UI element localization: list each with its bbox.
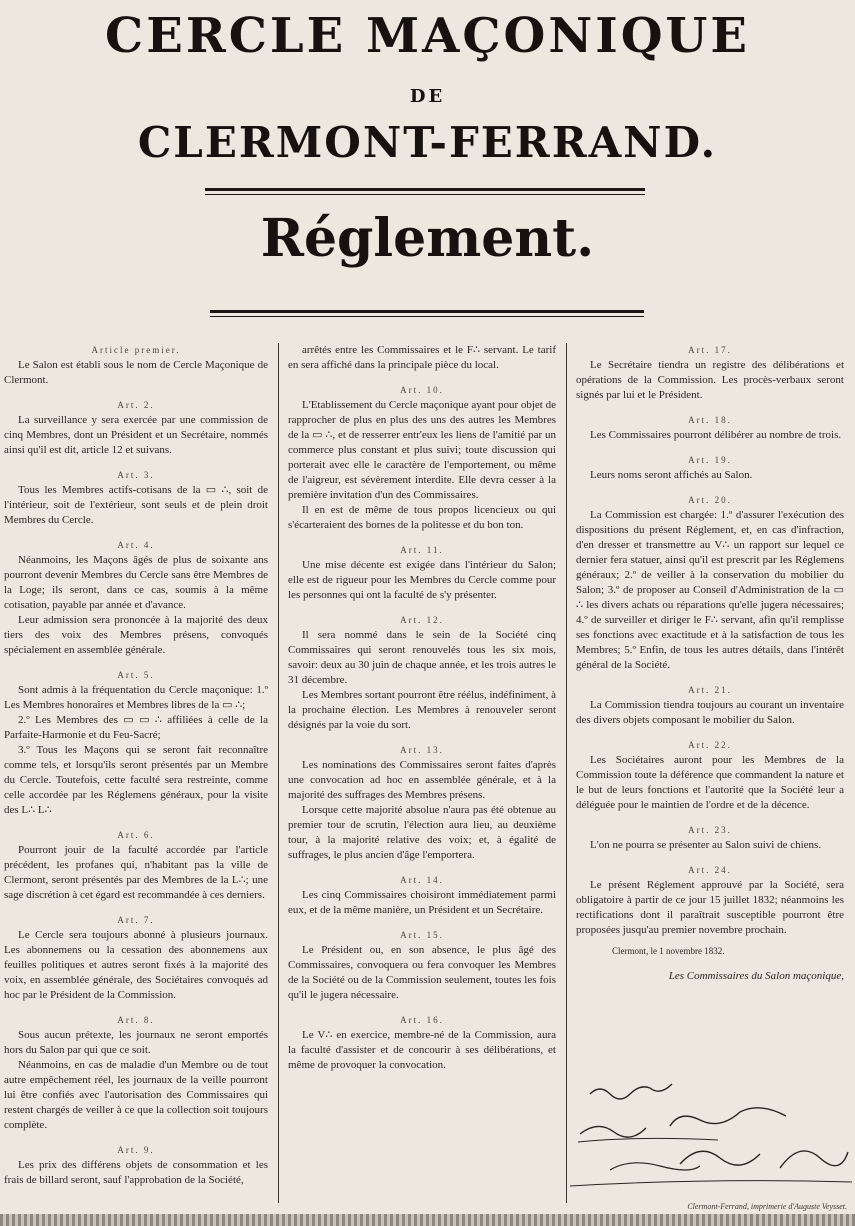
article-paragraph: Néanmoins, en cas de maladie d'un Membre ou de tout autre empêchement réel, les journaux de la veille pourront lui être confiés avec l'autorisation des Commissaires qui restent chargés de veiller à ce que la collection soit toujours complète.	[4, 1059, 268, 1131]
article-paragraph: L'on ne pourra se présenter au Salon suivi de chiens.	[590, 839, 822, 851]
column-1	[4, 343, 268, 1188]
column-3	[576, 343, 844, 984]
spacer	[576, 853, 844, 863]
spacer	[4, 528, 268, 538]
spacer	[288, 533, 556, 543]
article-heading: Art. 5.	[117, 670, 155, 680]
article-paragraph: Le Secrétaire tiendra un registre des délibérations et opérations de la Commission. Les procès-verbaux seront signés par lui et le Président.	[576, 359, 844, 401]
header-rule-top	[205, 188, 645, 191]
article-paragraph: Le V∴ en exercice, membre-né de la Commission, aura la faculté d'assister et de concourir à ses délibérations, et même de provoquer la convocation.	[288, 1029, 556, 1071]
article-heading: Art. 13.	[400, 745, 444, 755]
spacer	[576, 728, 844, 738]
document-subtitle: Réglement.	[260, 208, 595, 269]
article-paragraph: Les cinq Commissaires choisiront immédiatement parmi eux, et de la même manière, un Président et un Secrétaire.	[288, 889, 556, 916]
article-paragraph: Les nominations des Commissaires seront faites d'après une convocation ad hoc en assemblée générale, et à la majorité des suffrages des Membres présens.	[288, 759, 556, 801]
article-paragraph: Il en est de même de tous propos licencieux ou qui s'écarteraient des bornes de la politesse et du bon ton.	[288, 504, 556, 531]
article-paragraph: 2.º Les Membres des ▭ ▭ ∴ affiliées à celle de la Parfaite-Harmonie et du Feu-Sacré;	[4, 714, 268, 741]
article-heading: Art. 7.	[117, 915, 155, 925]
article-paragraph: Le Salon est établi sous le nom de Cercle Maçonique de Clermont.	[4, 359, 268, 386]
header-rule-bottom	[210, 310, 644, 313]
article-heading: Art. 23.	[688, 825, 732, 835]
article-paragraph: Le Cercle sera toujours abonné à plusieurs journaux. Les abonnemens ou la cessation des abonnemens aux feuilles politiques et autres seront fixés à la majorité des voix, en assemblée générale, des Sociétaires convoqués ad hoc par le Président de la Commission.	[4, 929, 268, 1001]
article-heading: Art. 18.	[688, 415, 732, 425]
article-paragraph: La surveillance y sera exercée par une commission de cinq Membres, dont un Président et un Secrétaire, nommés ainsi qu'il est dit, article 12 et suivans.	[4, 414, 268, 456]
article-heading: Art. 22.	[688, 740, 732, 750]
spacer	[288, 373, 556, 383]
article-paragraph: Une mise décente est exigée dans l'intérieur du Salon; elle est de rigueur pour les Membres du Cercle comme pour les personnes qui ont la faculté de s'y présenter.	[288, 559, 556, 601]
article-heading: Art. 12.	[400, 615, 444, 625]
column-2	[288, 343, 556, 1073]
closing-date: Clermont, le 1 novembre 1832.	[612, 946, 725, 956]
spacer	[4, 458, 268, 468]
article-paragraph: Sont admis à la fréquentation du Cercle maçonique: 1.º Les Membres honoraires et Membres libres de la ▭ ∴;	[4, 684, 268, 711]
spacer	[576, 483, 844, 493]
article-paragraph: Les prix des différens objets de consommation et les frais de billard seront, sauf l'approbation de la Société,	[4, 1159, 268, 1186]
article-paragraph: 3.º Tous les Maçons qui se seront fait reconnaître comme tels, et lorsqu'ils seront présentés par un Membre du Cercle. Toutefois, cette faculté sera restreinte, comme celle accordée par les Réglemens généraux, pour la visite des L∴ L∴	[4, 744, 268, 816]
title-line-3: CLERMONT-FERRAND.	[137, 118, 718, 167]
article-paragraph: Sous aucun prétexte, les journaux ne seront emportés hors du Salon par qui que ce soit.	[4, 1029, 268, 1056]
article-paragraph: La Commission tiendra toujours au courant un inventaire des divers objets composant le mobilier du Salon.	[576, 699, 844, 726]
article-heading: Art. 15.	[400, 930, 444, 940]
article-heading: Art. 8.	[117, 1015, 155, 1025]
article-heading: Art. 9.	[117, 1145, 155, 1155]
header-rule-top-thin	[205, 194, 645, 195]
article-heading: Art. 21.	[688, 685, 732, 695]
article-paragraph: Les Membres sortant pourront être réélus, indéfiniment, à la prochaine élection. Les Membres à renouveler seront désignés par la voie du sort.	[288, 689, 556, 731]
spacer	[4, 1003, 268, 1013]
article-heading: Art. 3.	[117, 470, 155, 480]
article-heading: Art. 19.	[688, 455, 732, 465]
article-heading: Art. 2.	[117, 400, 155, 410]
header-rule-bottom-thin	[210, 316, 644, 317]
spacer	[4, 1133, 268, 1143]
article-heading: Art. 16.	[400, 1015, 444, 1025]
spacer	[288, 733, 556, 743]
article-paragraph: Le Président ou, en son absence, le plus âgé des Commissaires, convoquera ou fera convoquer les Membres de la Société ou de la Commission seulement, toutes les fois qu'il le jugera nécessaire.	[288, 944, 556, 1001]
spacer	[576, 813, 844, 823]
title-line-2: DE	[409, 86, 446, 107]
article-paragraph: Les Commissaires pourront délibérer au nombre de trois.	[590, 429, 842, 441]
article-heading: Art. 17.	[688, 345, 732, 355]
article-paragraph: La Commission est chargée: 1.º d'assurer l'exécution des dispositions du présent Réglement, et, en cas d'infraction, d'en dresser et transmettre au V∴ un rapport sur lequel ce dernier fera statuer, ainsi qu'il est prescrit par les Réglemens généraux; 2.º de veiller à la conservation du mobilier du Salon; 3.º de proposer au Conseil d'Administration de la ▭ ∴ les divers achats ou réparations qu'elle jugera nécessaires; 4.º de surveiller et diriger le F∴ servant, afin qu'il remplisse ses fonctions avec exactitude et à la satisfaction de tous les Membres; 5.º Enfin, de tous les autres détails, dans l'intérêt général de la Société.	[576, 509, 844, 671]
article-paragraph: Lorsque cette majorité absolue n'aura pas été obtenue au premier tour de scrutin, l'élection aura lieu, au deuxième tour, à la majorité relative des voix; et, à égalité de suffrages, le plus ancien d'âge l'emportera.	[288, 804, 556, 861]
article-heading: Art. 6.	[117, 830, 155, 840]
spacer	[288, 1003, 556, 1013]
article-paragraph: Leurs noms seront affichés au Salon.	[590, 469, 753, 481]
article-heading: Art. 24.	[688, 865, 732, 875]
column-divider-2	[566, 343, 567, 1203]
article-heading: Article premier.	[91, 345, 181, 355]
handwritten-signatures	[570, 1082, 852, 1192]
article-paragraph: L'Etablissement du Cercle maçonique ayant pour objet de rapprocher de plus en plus des uns des autres les Membres de la ▭ ∴, et de resserrer entr'eux les liens de l'amitié par un commerce plus constant et plus suivi; toute discussion qui porterait avec elle le caractère de l'emportement, ou même de l'aigreur, est sévèrement interdite. Elle devra cesser à la première invitation d'un des Commissaires.	[288, 399, 556, 501]
article-paragraph: Pourront jouir de la faculté accordée par l'article précédent, les profanes qui, n'habitant pas la ville de Clermont, seront présentés par des Membres de la L∴; une sage discrétion à cet égard est recommandée à ces derniers.	[4, 844, 268, 901]
spacer	[576, 673, 844, 683]
article-paragraph: Les Sociétaires auront pour les Membres de la Commission toute la déférence que commandent la nature et le but de leurs fonctions et l'autorité que la Société leur a déléguée pour le maintien de l'ordre et de la décence.	[576, 754, 844, 811]
article-paragraph: Néanmoins, les Maçons âgés de plus de soixante ans pourront devenir Membres du Cercle sans être Membres de la Loge; ils seront, dans ce cas, soumis à la même cotisation, payable par année et d'avance.	[4, 554, 268, 611]
spacer	[288, 603, 556, 613]
spacer	[4, 388, 268, 398]
article-paragraph: Tous les Membres actifs-cotisans de la ▭ ∴, soit de l'intérieur, soit de l'extérieur, sont seuls et de plein droit Membres du Cercle.	[4, 484, 268, 526]
column-divider-1	[278, 343, 279, 1203]
article-heading: Art. 4.	[117, 540, 155, 550]
closing-commissaires: Les Commissaires du Salon maçonique,	[668, 970, 844, 982]
article-heading: Art. 14.	[400, 875, 444, 885]
spacer	[4, 658, 268, 668]
article-paragraph: Leur admission sera prononcée à la majorité des deux tiers des voix des Membres présens, convoqués spécialement en assemblée générale.	[4, 614, 268, 656]
decorative-border	[0, 1214, 855, 1226]
article-heading: Art. 10.	[400, 385, 444, 395]
article-paragraph: arrêtés entre les Commissaires et le F∴ servant. Le tarif en sera affiché dans la principale pièce du local.	[288, 344, 556, 371]
article-heading: Art. 20.	[688, 495, 732, 505]
spacer	[288, 863, 556, 873]
article-heading: Art. 11.	[400, 545, 444, 555]
spacer	[576, 403, 844, 413]
title-line-1: CERCLE MAÇONIQUE	[105, 8, 750, 64]
spacer	[288, 918, 556, 928]
spacer	[4, 818, 268, 828]
printer-imprint: Clermont-Ferrand, imprimerie d'Auguste Veysset.	[687, 1202, 847, 1211]
spacer	[4, 903, 268, 913]
article-paragraph: Il sera nommé dans le sein de la Société cinq Commissaires qui seront renouvelés tous les six mois, savoir: deux au 30 juin de chaque année, et les trois autres le 31 décembre.	[288, 629, 556, 686]
spacer	[576, 443, 844, 453]
article-paragraph: Le présent Réglement approuvé par la Société, sera obligatoire à partir de ce jour 15 juillet 1832; néanmoins les rectifications dont il paraîtrait susceptible pourront être proposées jusqu'au premier novembre prochain.	[576, 879, 844, 936]
